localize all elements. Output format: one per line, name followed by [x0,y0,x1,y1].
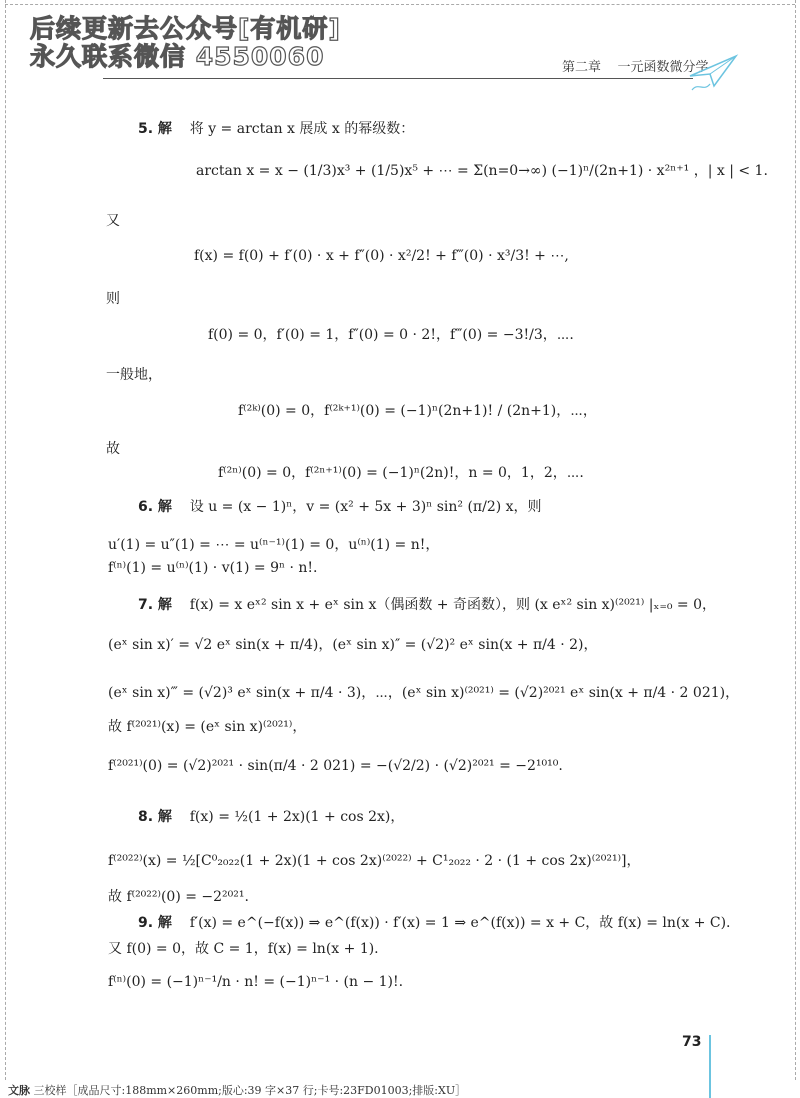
connective-ze: 则 [106,291,120,307]
formula-line: f⁽²⁰²²⁾(x) = ½[C⁰₂₀₂₂(1 + 2x)(1 + cos 2x)⁽²⁰²²⁾ + C¹₂₀₂₂ · 2 · (1 + cos 2x)⁽²⁰²¹⁾]， [108,853,641,869]
chapter-label: 第二章 [562,60,602,75]
formula-line: f⁽²⁰²¹⁾(0) = (√2)²⁰²¹ · sin(π/4 · 2 021) = −(√2/2) · (√2)²⁰²¹ = −2¹⁰¹⁰. [108,758,563,774]
side-rule [709,1035,711,1098]
formula-conclusion-5: f⁽²ⁿ⁾(0) = 0，f⁽²ⁿ⁺¹⁾(0) = (−1)ⁿ(2n)!，n = 0，1，2，⋯. [218,465,584,481]
paper-plane-icon [688,52,740,94]
footer-text: 三校样［成品尺寸:188mm×260mm;版心:39 字×37 行;卡号:23FD01003;排版:XU］ [33,1084,467,1097]
connective-gu: 故 [106,441,120,457]
problem-7-line [138,594,716,614]
solution-label: 9. 解 [138,915,172,931]
solution-label: 7. 解 [138,597,172,613]
formula-line: 故 f⁽²⁰²²⁾(0) = −2²⁰²¹. [108,889,249,905]
problem-8-line [138,806,404,826]
page-frame-top [5,4,795,5]
connective-yiban: 一般地， [106,367,162,383]
formula-line: 故 f⁽²⁰²¹⁾(x) = (eˣ sin x)⁽²⁰²¹⁾， [108,719,307,735]
text-line: 将 y = arctan x 展成 x 的幂级数： [189,121,415,137]
formula-arctan-series: arctan x = x − (1/3)x³ + (1/5)x⁵ + ⋯ = Σ(n=0→∞) (−1)ⁿ/(2n+1) · x²ⁿ⁺¹ ，| x | < 1. [196,163,768,179]
solution-label: 8. 解 [138,809,172,825]
solution-label: 5. 解 [138,121,172,137]
solution-label: 6. 解 [138,499,172,515]
page-frame-left [5,0,6,1080]
print-footer [8,1082,466,1098]
problem-5-line [138,118,414,138]
footer-brand: 文脉 [8,1084,30,1097]
running-header [562,56,709,75]
text-line: f(x) = ½(1 + 2x)(1 + cos 2x)， [189,809,405,825]
problem-6-line [138,496,542,516]
formula-line: 又 f(0) = 0，故 C = 1，f(x) = ln(x + 1). [108,941,379,957]
watermark-line-1: 后续更新去公众号[有机研] [30,14,341,43]
chapter-title: 一元函数微分学 [617,60,709,75]
formula-general: f⁽²ᵏ⁾(0) = 0，f⁽²ᵏ⁺¹⁾(0) = (−1)ⁿ(2n+1)! / (2n+1)，⋯， [238,403,597,419]
page-frame-right [795,0,796,1080]
formula-line: u′(1) = u″(1) = ⋯ = u⁽ⁿ⁻¹⁾(1) = 0，u⁽ⁿ⁾(1) = n!， [108,537,440,553]
text-line: 设 u = (x − 1)ⁿ，v = (x² + 5x + 3)ⁿ sin² (π/2) x，则 [189,499,542,515]
formula-derivatives: f(0) = 0，f′(0) = 1，f″(0) = 0 · 2!，f‴(0) = −3!/3，⋯. [208,327,574,343]
watermark-line-2: 永久联系微信 4550060 [30,42,325,71]
formula-line: (eˣ sin x)′ = √2 eˣ sin(x + π/4)，(eˣ sin x)″ = (√2)² eˣ sin(x + π/4 · 2)， [108,637,598,653]
formula-line: f⁽ⁿ⁾(0) = (−1)ⁿ⁻¹/n · n! = (−1)ⁿ⁻¹ · (n − 1)!. [108,974,404,990]
header-rule [103,78,693,79]
formula-taylor: f(x) = f(0) + f′(0) · x + f″(0) · x²/2! + f‴(0) · x³/3! + ⋯, [194,248,569,264]
problem-9-line [138,912,731,932]
formula-line: (eˣ sin x)‴ = (√2)³ eˣ sin(x + π/4 · 3)，⋯，(eˣ sin x)⁽²⁰²¹⁾ = (√2)²⁰²¹ eˣ sin(x + π/4 · 2 021)， [108,685,740,701]
formula-line: f⁽ⁿ⁾(1) = u⁽ⁿ⁾(1) · v(1) = 9ⁿ · n!. [108,560,318,576]
connective-you: 又 [106,213,120,229]
text-line: f(x) = x eˣ² sin x + eˣ sin x（偶函数 + 奇函数），则 (x eˣ² sin x)⁽²⁰²¹⁾ |ₓ₌₀ = 0， [189,597,716,613]
text-line: f′(x) = e^(−f(x)) ⇒ e^(f(x)) · f′(x) = 1 ⇒ e^(f(x)) = x + C，故 f(x) = ln(x + C). [189,915,731,931]
page-number: 73 [682,1034,702,1050]
